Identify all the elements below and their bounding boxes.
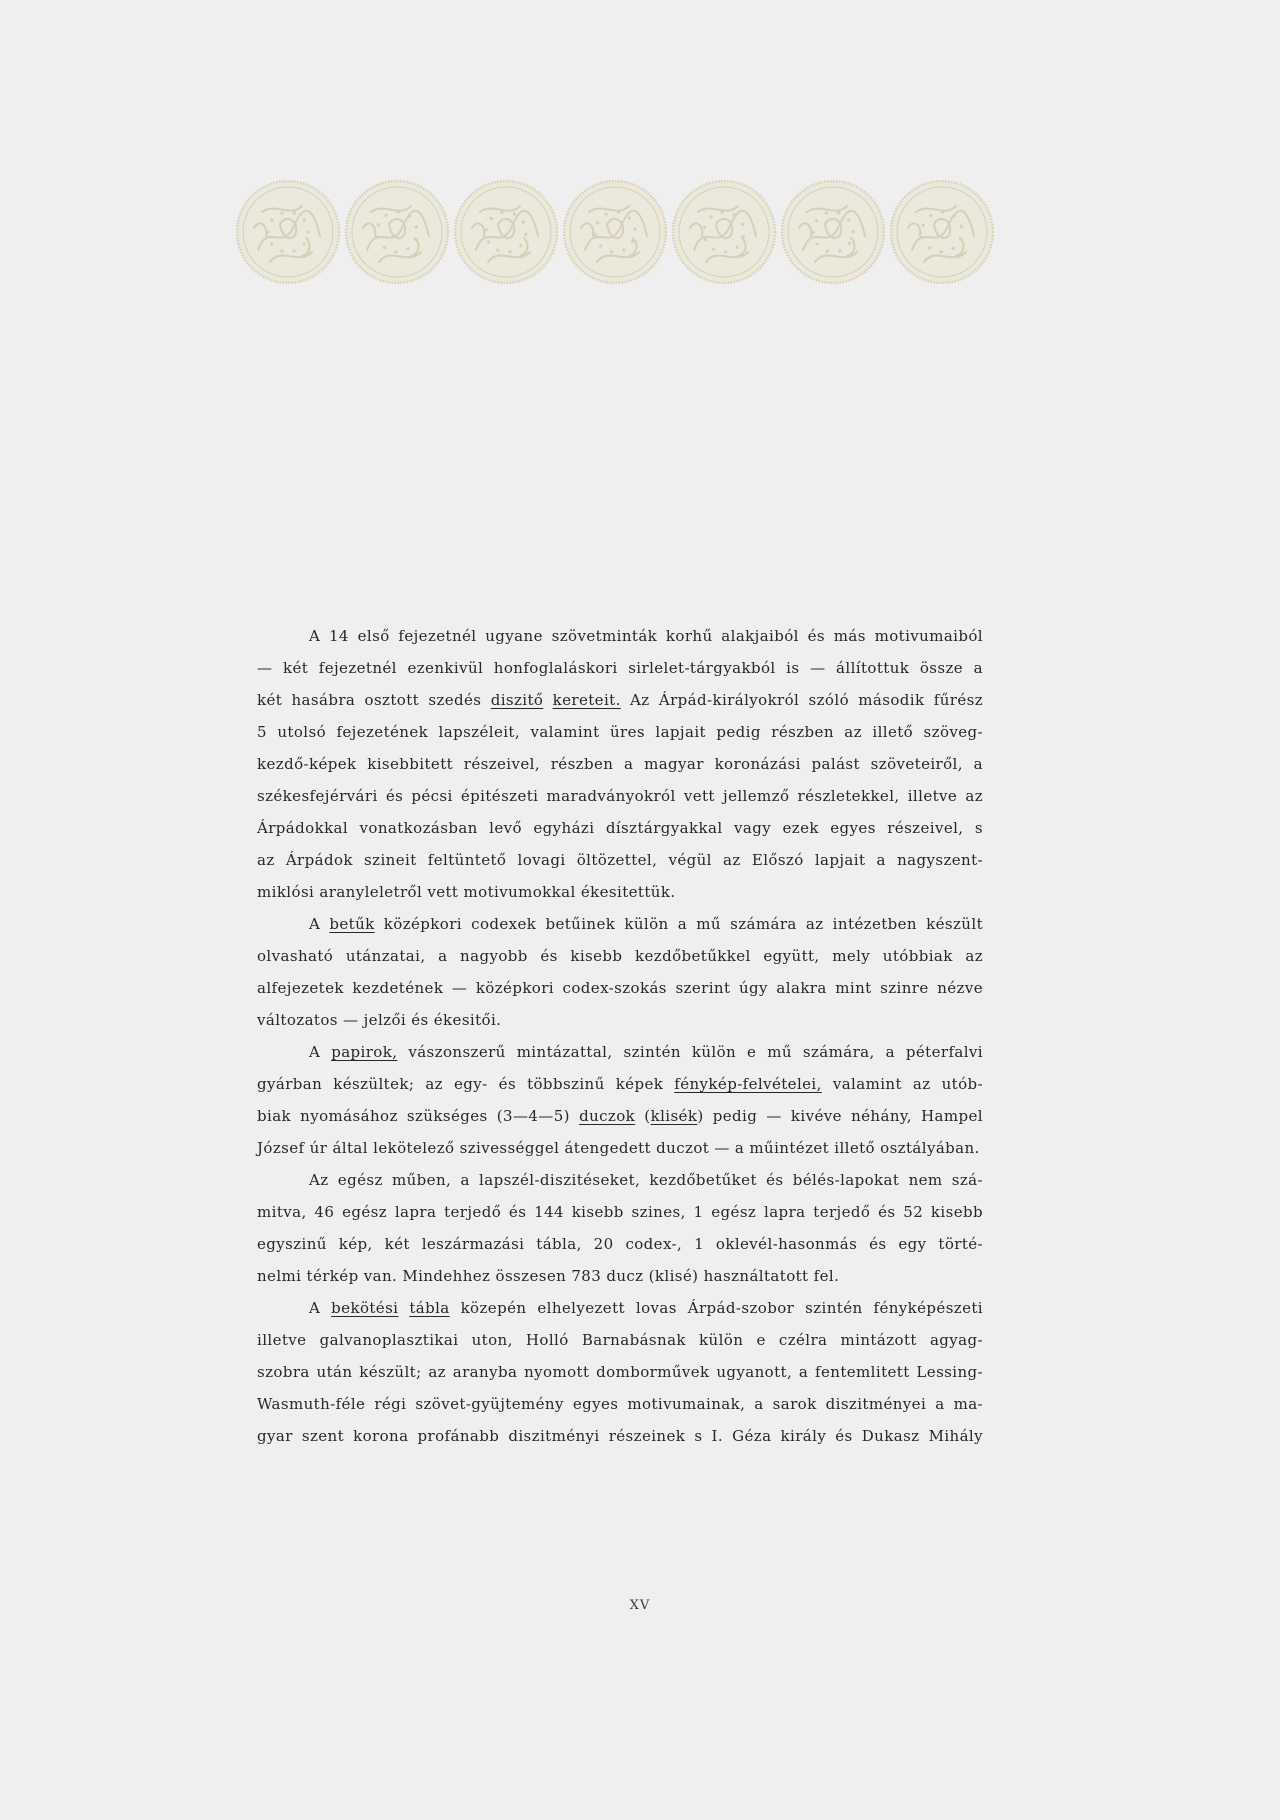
text-line [257, 1228, 983, 1260]
text-run: szobra után készült; az aranyba nyomott domborművek ugyanott, a fentemlitett Lessing- [257, 1363, 983, 1381]
text-run: kezdő-képek kisebbitett részeivel, részben a magyar koronázási palást szöveteiről, a [257, 755, 983, 773]
text-line [257, 1036, 983, 1068]
text-line [257, 684, 983, 716]
text-run [398, 1299, 409, 1317]
underlined-term: papirok, [331, 1043, 398, 1061]
text-line [257, 812, 983, 844]
text-run: ( [635, 1107, 651, 1125]
text-run: alfejezetek kezdetének — középkori codex-szokás szerint úgy alakra mint szinre nézve [257, 979, 983, 997]
text-run: Az Árpád-királyokról szóló második fűrész [620, 691, 983, 709]
text-line [257, 1196, 983, 1228]
text-run: változatos — jelzői és ékesitői. [257, 1011, 502, 1029]
medallion [782, 181, 884, 283]
text-run: mitva, 46 egész lapra terjedő és 144 kisebb szines, 1 egész lapra terjedő és 52 kisebb [257, 1203, 983, 1221]
text-run: A [309, 915, 330, 933]
text-line [257, 620, 983, 652]
paragraph [257, 620, 983, 908]
text-run: nelmi térkép van. Mindehhez összesen 783 ducz (klisé) használtatott fel. [257, 1267, 840, 1285]
text-run: középkori codexek betűinek külön a mű számára az intézetben készült [374, 915, 983, 933]
text-line [257, 1164, 983, 1196]
text-line [257, 972, 983, 1004]
underlined-term: fénykép-felvételei, [674, 1075, 822, 1093]
text-line [257, 1004, 983, 1036]
text-run [543, 691, 552, 709]
text-line [257, 1356, 983, 1388]
text-line [257, 940, 983, 972]
text-line [257, 1292, 983, 1324]
text-run: valamint az utób- [821, 1075, 983, 1093]
text-run: illetve galvanoplasztikai uton, Holló Barnabásnak külön e czélra mintázott agyag- [257, 1331, 983, 1349]
underlined-term: klisék [650, 1107, 698, 1125]
text-run: A 14 első fejezetnél ugyane szövetminták korhű alakjaiból és más motivumaiból [309, 627, 983, 645]
paragraph [257, 1292, 983, 1452]
text-line [257, 876, 983, 908]
medallion-band-graphic [236, 180, 994, 284]
medallion [673, 181, 775, 283]
text-line [257, 844, 983, 876]
text-line [257, 1324, 983, 1356]
text-run: Az egész műben, a lapszél-diszitéseket, kezdőbetűket és bélés-lapokat nem szá- [309, 1171, 983, 1189]
text-line [257, 1388, 983, 1420]
text-run: ) pedig — kivéve néhány, Hampel [697, 1107, 984, 1125]
text-run: közepén elhelyezett lovas Árpád-szobor szintén fényképészeti [449, 1299, 983, 1317]
text-line [257, 1100, 983, 1132]
medallion [237, 181, 339, 283]
text-run: két hasábra osztott szedés [257, 691, 491, 709]
paragraph [257, 1164, 983, 1292]
text-run: biak nyomásához szükséges (3—4—5) [257, 1107, 580, 1125]
text-line [257, 1260, 983, 1292]
text-run: — két fejezetnél ezenkivül honfoglaláskori sirlelet-tárgyakból is — állítottuk össze a [257, 659, 983, 677]
text-run: A [309, 1043, 332, 1061]
text-run: miklósi aranyleletről vett motivumokkal ékesitettük. [257, 883, 676, 901]
text-line [257, 748, 983, 780]
text-line [257, 908, 983, 940]
medallion [564, 181, 666, 283]
text-run: vászonszerű mintázattal, szintén külön e mű számára, a péterfalvi [397, 1043, 984, 1061]
ornament-band [236, 180, 994, 284]
text-line [257, 716, 983, 748]
underlined-term: betűk [329, 915, 375, 933]
medallion [891, 181, 993, 283]
text-run: az Árpádok szineit feltüntető lovagi öltözettel, végül az Előszó lapjait a nagyszent- [257, 851, 983, 869]
text-run: gyar szent korona profánabb diszitményi részeinek s I. Géza király és Dukasz Mihály [257, 1427, 983, 1445]
underlined-term: diszitő [490, 691, 544, 709]
paragraph [257, 1036, 983, 1164]
text-run: Wasmuth-féle régi szövet-gyüjtemény egyes motivumainak, a sarok diszitményei a ma- [257, 1395, 983, 1413]
underlined-term: duczok [579, 1107, 636, 1125]
paragraph [257, 908, 983, 1036]
underlined-term: bekötési [331, 1299, 399, 1317]
text-run: József úr által lekötelező szivességgel átengedett duczot — a műintézet illető osztályában. [257, 1139, 980, 1157]
text-run: 5 utolsó fejezetének lapszéleit, valamint üres lapjait pedig részben az illető szöveg- [257, 723, 983, 741]
text-run: gyárban készültek; az egy- és többszinű képek [257, 1075, 675, 1093]
medallion [455, 181, 557, 283]
text-run: székesfejérvári és pécsi épitészeti maradványokról vett jellemző részletekkel, illetve az [257, 787, 983, 805]
underlined-term: kereteit. [552, 691, 621, 709]
text-run: Árpádokkal vonatkozásban levő egyházi dísztárgyakkal vagy ezek egyes részeivel, s [257, 819, 983, 837]
medallion [346, 181, 448, 283]
page-number: XV [629, 1598, 651, 1613]
text-line [257, 1132, 983, 1164]
text-line [257, 652, 983, 684]
text-run: A [309, 1299, 332, 1317]
text-run: olvasható utánzatai, a nagyobb és kisebb kezdőbetűkkel együtt, mely utóbbiak az [257, 947, 983, 965]
text-line [257, 1068, 983, 1100]
text-run: egyszinű kép, két leszármazási tábla, 20 codex-, 1 oklevél-hasonmás és egy törté- [257, 1235, 983, 1253]
text-line [257, 780, 983, 812]
underlined-term: tábla [409, 1299, 450, 1317]
body-text [257, 620, 983, 1452]
text-line [257, 1420, 983, 1452]
